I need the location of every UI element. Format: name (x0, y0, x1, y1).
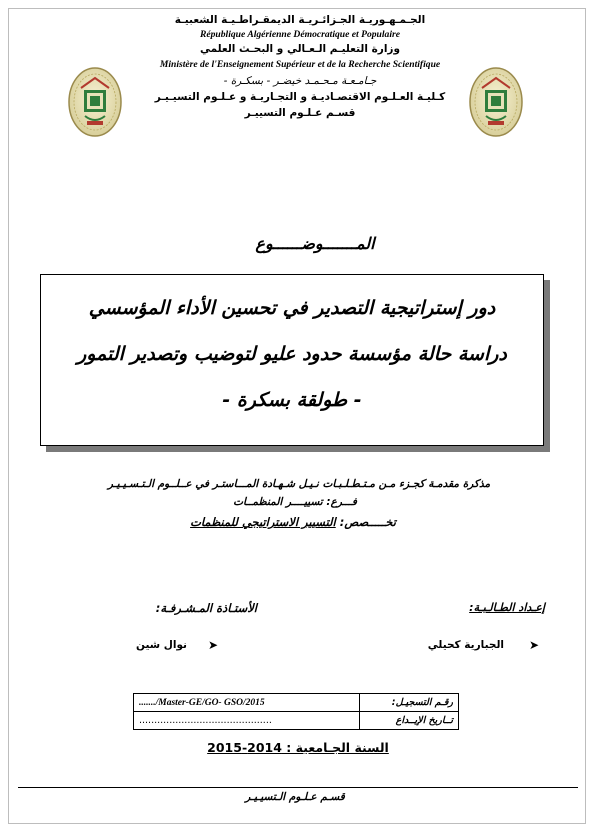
title-line-3: - طولقة بسكرة - (222, 389, 362, 411)
title-box (40, 274, 544, 446)
ministry-arabic: وزارة التعليـم الـعـالي و البحـث العلمي (199, 43, 401, 55)
department-arabic: قسـم عـلـوم التسييـر (244, 107, 356, 119)
specialty-value: التسيير الاستراتيجي للمنظمات (190, 515, 336, 529)
title-line-1: دور إستراتيجية التصدير في تحسين الأداء المؤسسي (88, 297, 496, 319)
university-logo-right (468, 66, 524, 138)
deposit-date-value: ............................................ (134, 712, 360, 730)
memo-branch: فـــرع: تسييــــر المنظمــات (233, 496, 357, 508)
deposit-date-label: تــاريخ الإيــداع (360, 712, 459, 730)
academic-year: السنة الجـامعية : 2014-2015 (207, 740, 389, 755)
subject-label: المـــــــوضــــــوع (255, 234, 375, 253)
faculty-arabic: كـليـة العـلـوم الاقتصـاديـة و التجـاريـة و عـلـوم التسيـيـر (154, 91, 446, 103)
republic-arabic: الجـمـهـوريـة الجـزائـريـة الديمقـراطـيـة الشعبيـة (174, 14, 426, 26)
supervisor-bullet-icon: ➤ (208, 638, 219, 652)
republic-french: République Algérienne Démocratique et Populaire (199, 29, 401, 40)
registration-table (133, 693, 459, 730)
specialty-label: تخـــــصص: (339, 515, 396, 529)
footer-divider (18, 787, 578, 788)
student-bullet-icon: ➤ (529, 638, 540, 652)
footer-department: قسـم عـلـوم الـتسيـيـر (245, 791, 345, 803)
ministry-french: Ministère de l'Enseignement Supérieur et de la Recherche Scientifique (159, 59, 441, 70)
deposit-date-row (134, 712, 459, 730)
registration-number-row (134, 694, 459, 712)
memo-purpose: مذكرة مقدمـة كجـزء مـن مـتـطـلـبـات نـيـل شـهـادة المـــاستـر في عــلــوم الـتـسـيـيـر (107, 478, 491, 490)
student-label: إعـداد الطـالـبـة: (469, 601, 545, 614)
title-line-2: دراسة حالة مؤسسة حدود عليو لتوضيب وتصدير التمور (77, 343, 507, 365)
registration-number-label: رقـم التسجيـل: (360, 694, 459, 712)
university-arabic: جـامـعـة مـحـمـد خيضـر - بسكـرة - (223, 75, 377, 87)
memo-specialty (140, 515, 446, 529)
supervisor-label: الأستـاذة المـشـرفـة: (155, 601, 257, 615)
university-logo-left (67, 66, 123, 138)
registration-number-value: ......./Master-GE/GO- GSO/2015 (134, 694, 360, 712)
supervisor-name: نوال شين (136, 639, 187, 651)
student-name: الجبارية كحيلي (427, 639, 504, 651)
